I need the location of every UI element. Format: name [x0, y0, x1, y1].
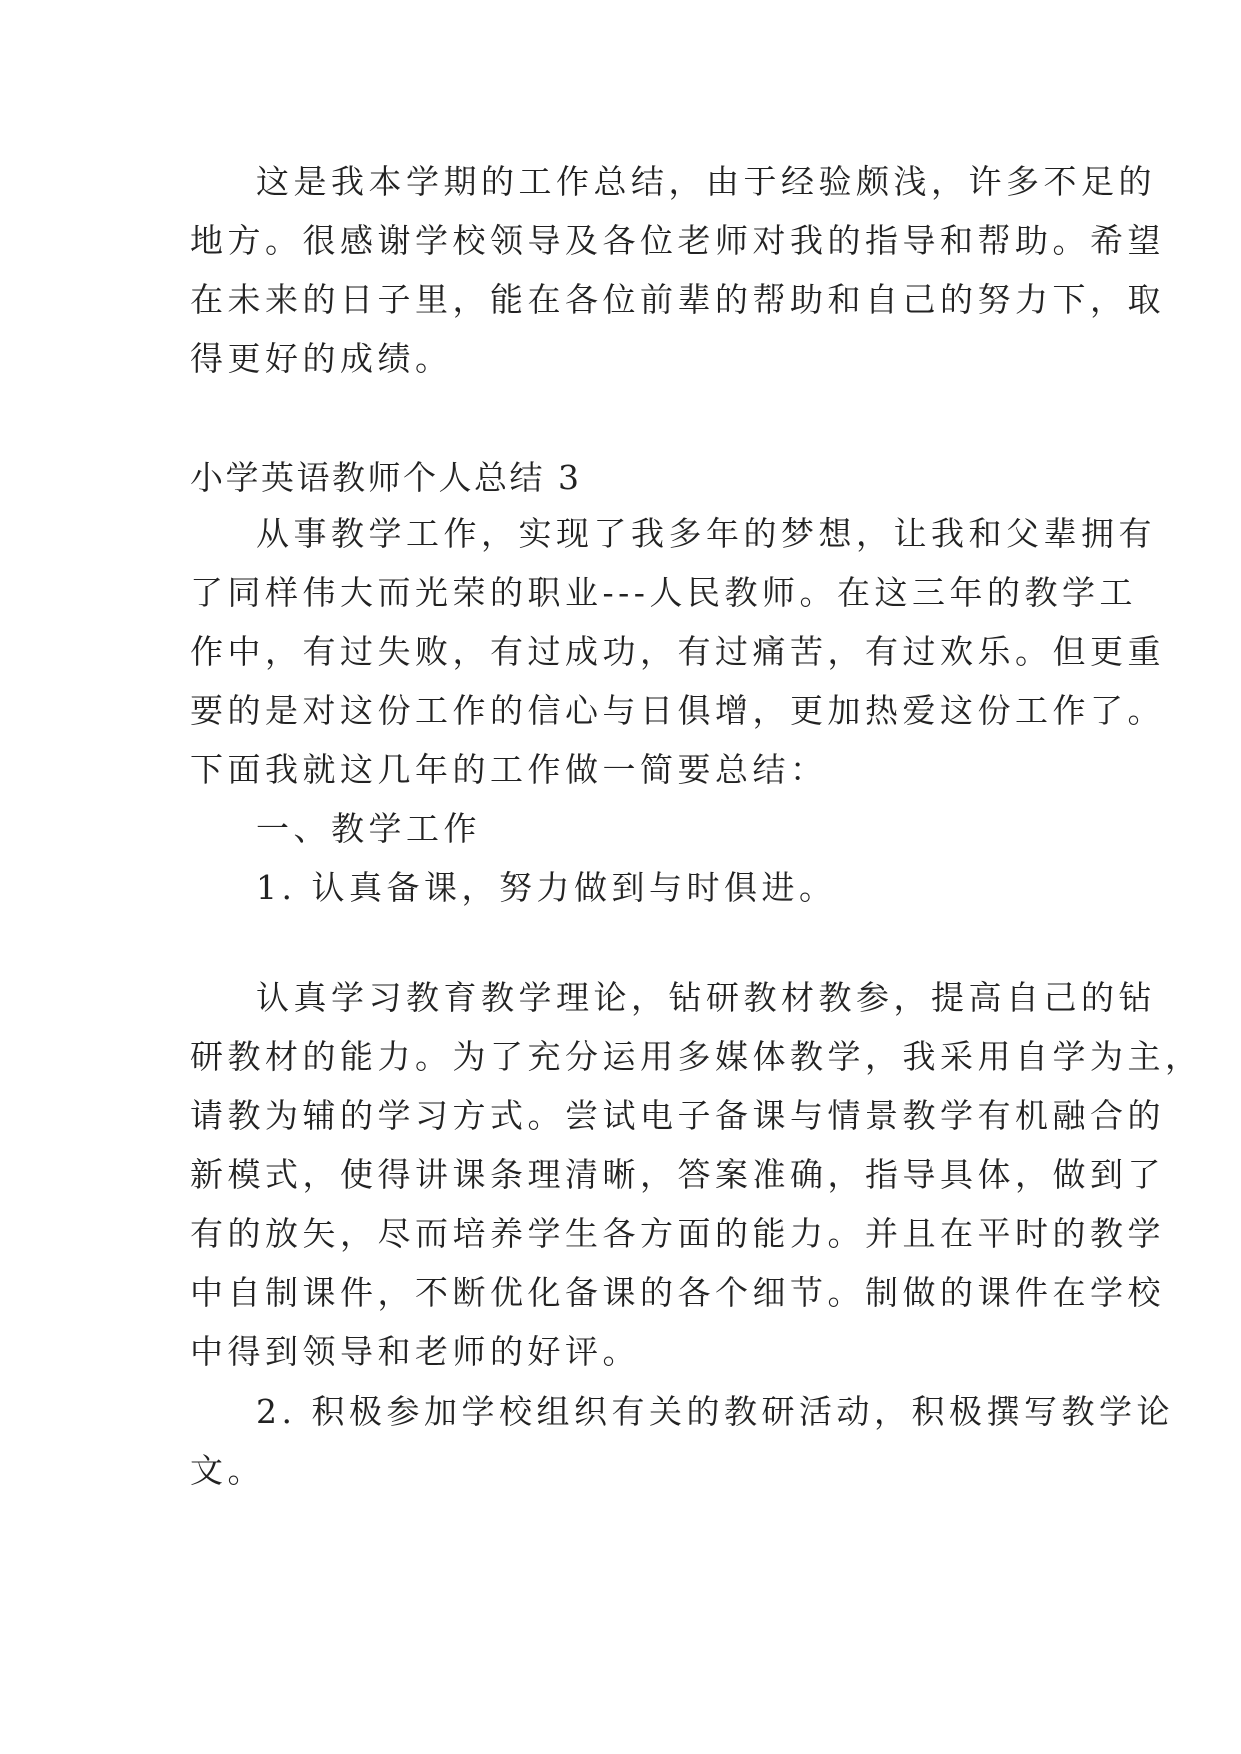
numbered-item: 2. 积极参加学校组织有关的教研活动，积极撰写教学论	[256, 1392, 1174, 1431]
section-title-block	[190, 448, 1050, 507]
intro-paragraph	[190, 504, 1165, 799]
paragraph-line: 研教材的能力。为了充分运用多媒体教学，我采用自学为主，	[190, 1037, 1203, 1076]
section-heading: 一、教学工作	[256, 809, 481, 848]
paragraph-line: 作中，有过失败，有过成功，有过痛苦，有过欢乐。但更重	[190, 632, 1165, 671]
paragraph-line: 请教为辅的学习方式。尝试电子备课与情景教学有机融合的	[190, 1096, 1165, 1135]
paragraph-line: 这是我本学期的工作总结，由于经验颇浅，许多不足的	[256, 162, 1156, 201]
paragraph-line: 有的放矢，尽而培养学生各方面的能力。并且在平时的教学	[190, 1214, 1165, 1253]
teaching-heading-block	[190, 799, 1050, 917]
research-item	[190, 1382, 1174, 1500]
section-title: 小学英语教师个人总结 3	[190, 458, 582, 497]
paragraph-line: 从事教学工作，实现了我多年的梦想，让我和父辈拥有	[256, 514, 1156, 553]
lesson-prep-paragraph	[190, 968, 1203, 1381]
paragraph-line: 新模式，使得讲课条理清晰，答案准确，指导具体，做到了	[190, 1155, 1165, 1194]
paragraph-line: 要的是对这份工作的信心与日俱增，更加热爱这份工作了。	[190, 691, 1165, 730]
paragraph-line: 下面我就这几年的工作做一简要总结：	[190, 750, 828, 789]
numbered-item: 1. 认真备课，努力做到与时俱进。	[256, 868, 837, 907]
paragraph-line: 文。	[190, 1451, 265, 1490]
closing-paragraph	[190, 152, 1165, 388]
paragraph-line: 了同样伟大而光荣的职业---人民教师。在这三年的教学工	[190, 573, 1137, 612]
paragraph-line: 认真学习教育教学理论，钻研教材教参，提高自己的钻	[256, 978, 1156, 1017]
paragraph-line: 在未来的日子里，能在各位前辈的帮助和自己的努力下，取	[190, 280, 1165, 319]
paragraph-line: 地方。很感谢学校领导及各位老师对我的指导和帮助。希望	[190, 221, 1165, 260]
paragraph-line: 中得到领导和老师的好评。	[190, 1332, 640, 1371]
paragraph-line: 中自制课件，不断优化备课的各个细节。制做的课件在学校	[190, 1273, 1165, 1312]
paragraph-line: 得更好的成绩。	[190, 339, 453, 378]
